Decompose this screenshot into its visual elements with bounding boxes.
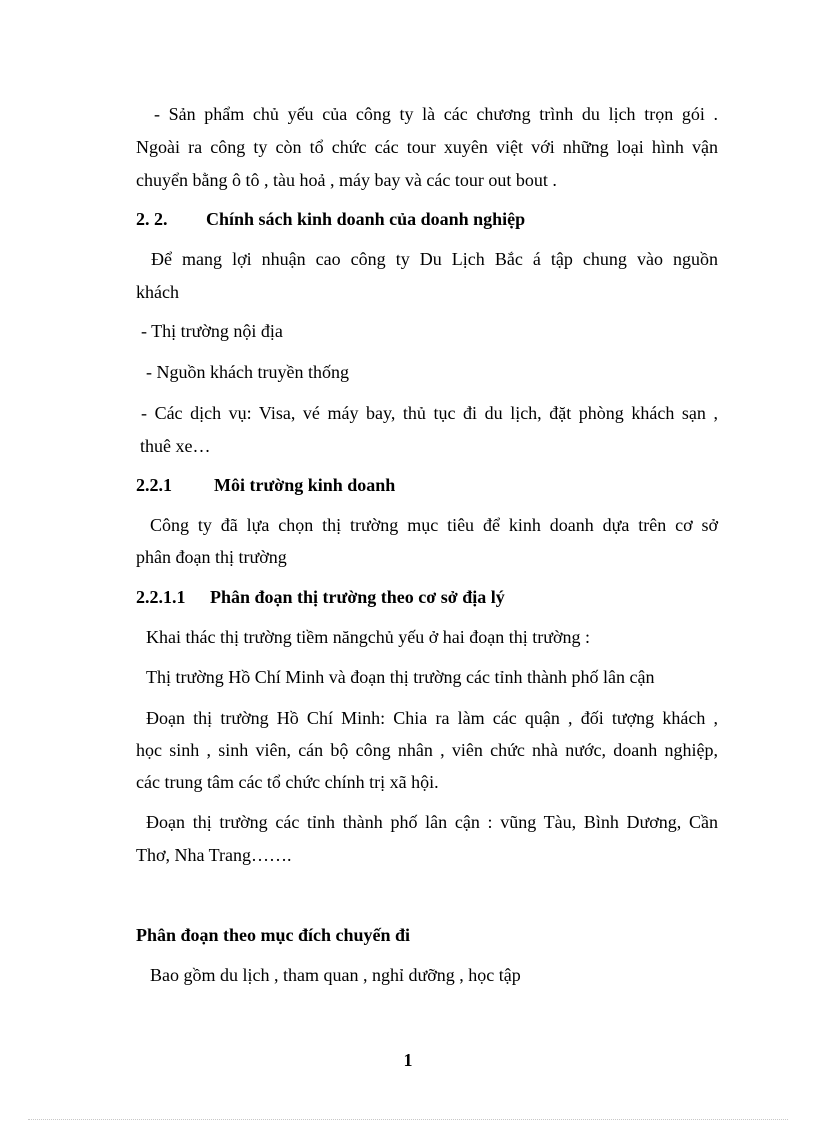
bullet-item-3-line1: - Các dịch vụ: Visa, vé máy bay, thủ tục đi du lịch, đặt phòng khách sạn ,	[141, 403, 718, 423]
heading-2-2-number: 2. 2.	[136, 209, 168, 229]
para3-line2: phân đoạn thị trường	[136, 547, 287, 567]
para6-line3: các trung tâm các tổ chức chính trị xã hội.	[136, 772, 439, 792]
para7-line2: Thơ, Nha Trang…….	[136, 845, 292, 865]
footer-divider	[28, 1119, 788, 1120]
para4: Khai thác thị trường tiềm năngchủ yếu ở hai đoạn thị trường :	[146, 627, 590, 647]
heading-2-2-1-number: 2.2.1	[136, 475, 172, 495]
heading-2-2-title: Chính sách kinh doanh của doanh nghiệp	[206, 209, 526, 229]
heading-2-2-1-title: Môi trường kinh doanh	[214, 475, 396, 495]
heading-purpose: Phân đoạn theo mục đích chuyến đi	[136, 925, 411, 945]
para1-line3: chuyển bằng ô tô , tàu hoả , máy bay và các tour out bout .	[136, 170, 557, 190]
bullet-item-1: - Thị trường nội địa	[141, 321, 283, 341]
bullet-item-3-line2: thuê xe…	[140, 436, 211, 456]
para1-line2: Ngoài ra công ty còn tổ chức các tour xuyên việt với những loại hình vận	[136, 137, 718, 157]
heading-2-2-1-1-number: 2.2.1.1	[136, 587, 186, 607]
bullet-item-2: - Nguồn khách truyền thống	[146, 362, 349, 382]
para2-line1: Để mang lợi nhuận cao công ty Du Lịch Bắc á tập chung vào nguồn	[151, 249, 718, 269]
para6-line1: Đoạn thị trường Hồ Chí Minh: Chia ra làm các quận , đối tượng khách ,	[146, 708, 718, 728]
para8: Bao gồm du lịch , tham quan , nghỉ dưỡng , học tập	[150, 965, 521, 985]
page-number: 1	[403, 1050, 413, 1070]
heading-2-2-1-1-title: Phân đoạn thị trường theo cơ sở địa lý	[210, 587, 505, 607]
para2-line2: khách	[136, 282, 179, 302]
para6-line2: học sinh , sinh viên, cán bộ công nhân , viên chức nhà nước, doanh nghiệp,	[136, 740, 718, 760]
heading-2-2-1	[136, 474, 395, 496]
para5: Thị trường Hồ Chí Minh và đoạn thị trường các tỉnh thành phố lân cận	[146, 667, 655, 687]
heading-2-2	[136, 208, 525, 230]
para1-line1: - Sản phẩm chủ yếu của công ty là các chương trình du lịch trọn gói .	[154, 104, 718, 124]
heading-2-2-1-1	[136, 586, 505, 608]
para7-line1: Đoạn thị trường các tỉnh thành phố lân cận : vũng Tàu, Bình Dương, Cần	[146, 812, 718, 832]
para3-line1: Công ty đã lựa chọn thị trường mục tiêu để kinh doanh dựa trên cơ sở	[150, 515, 718, 535]
